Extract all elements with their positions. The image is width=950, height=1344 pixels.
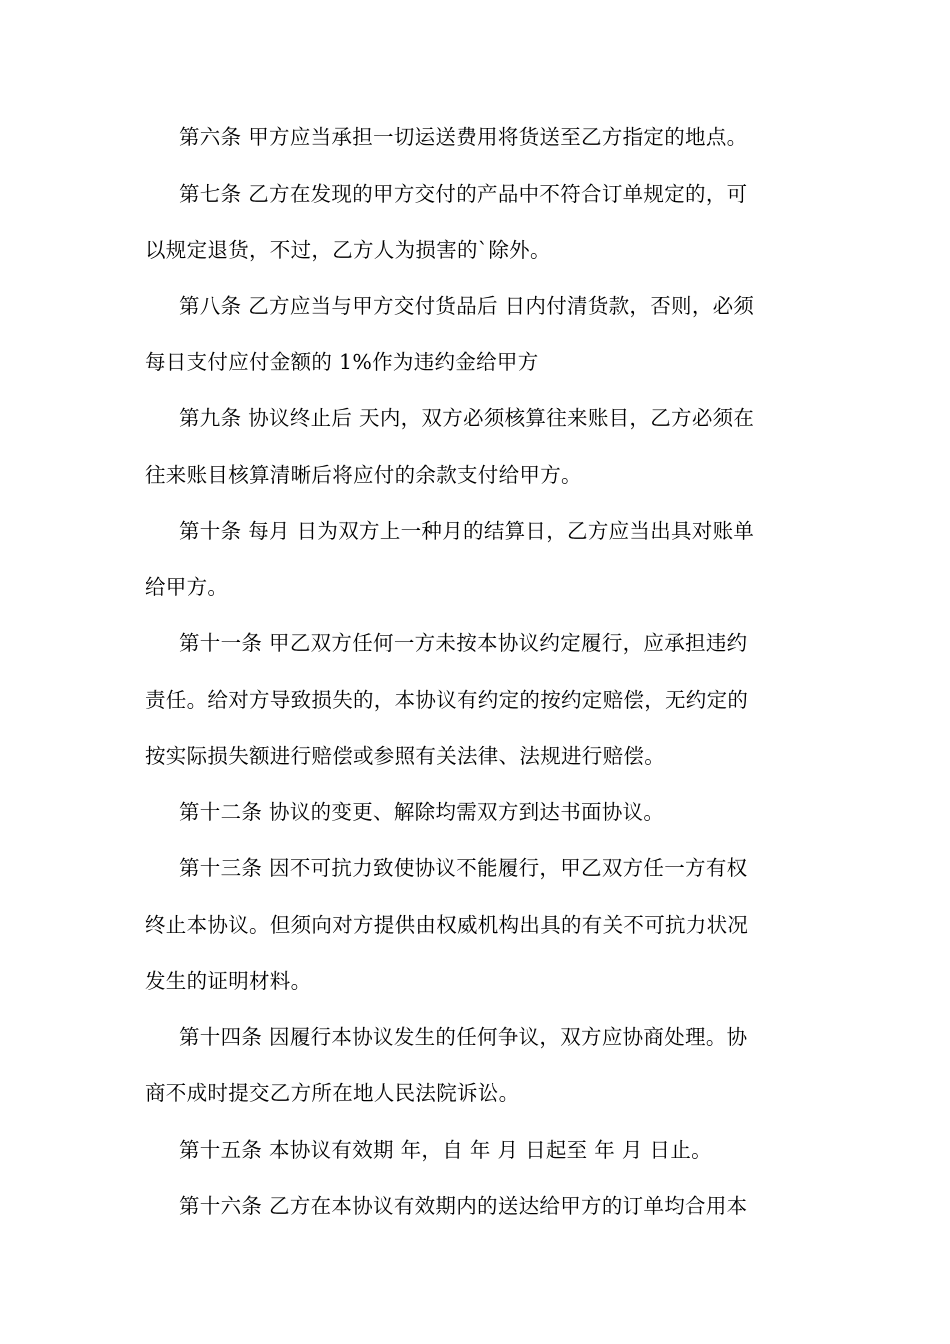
clause-14-line-2: 商不成时提交乙方所在地人民法院诉讼。 <box>145 1081 520 1105</box>
clause-8-line-2: 每日支付应付金额的 1%作为违约金给甲方 <box>145 350 539 374</box>
clause-7-line-2: 以规定退货，不过，乙方人为损害的`除外。 <box>145 238 551 262</box>
clause-13-line-1: 第十三条 因不可抗力致使协议不能履行，甲乙双方任一方有权 <box>179 856 748 880</box>
clause-7-line-1: 第七条 乙方在发现的甲方交付的产品中不符合订单规定的，可 <box>179 182 748 206</box>
clause-9-line-2: 往来账目核算清晰后将应付的余款支付给甲方。 <box>145 463 582 487</box>
clause-16-line-1: 第十六条 乙方在本协议有效期内的送达给甲方的订单均合用本 <box>179 1194 748 1218</box>
clause-8-line-1: 第八条 乙方应当与甲方交付货品后 日内付清货款，否则，必须 <box>179 294 755 318</box>
clause-15-line-1: 第十五条 本协议有效期 年，自 年 月 日起至 年 月 日止。 <box>179 1138 712 1162</box>
clause-11-line-2: 责任。给对方导致损失的，本协议有约定的按约定赔偿，无约定的 <box>145 688 749 712</box>
clause-6-line-1: 第六条 甲方应当承担一切运送费用将货送至乙方指定的地点。 <box>179 125 748 149</box>
clause-11-line-3: 按实际损失额进行赔偿或参照有关法律、法规进行赔偿。 <box>145 744 665 768</box>
clause-10-line-1: 第十条 每月 日为双方上一种月的结算日，乙方应当出具对账单 <box>179 519 755 543</box>
clause-10-line-2: 给甲方。 <box>145 575 229 599</box>
clause-12-line-1: 第十二条 协议的变更、解除均需双方到达书面协议。 <box>179 800 665 824</box>
clause-14-line-1: 第十四条 因履行本协议发生的任何争议，双方应协商处理。协 <box>179 1025 748 1049</box>
clause-11-line-1: 第十一条 甲乙双方任何一方未按本协议约定履行，应承担违约 <box>179 631 748 655</box>
clause-13-line-3: 发生的证明材料。 <box>145 969 312 993</box>
clause-9-line-1: 第九条 协议终止后 天内，双方必须核算往来账目，乙方必须在 <box>179 406 755 430</box>
clause-13-line-2: 终止本协议。但须向对方提供由权威机构出具的有关不可抗力状况 <box>145 913 749 937</box>
